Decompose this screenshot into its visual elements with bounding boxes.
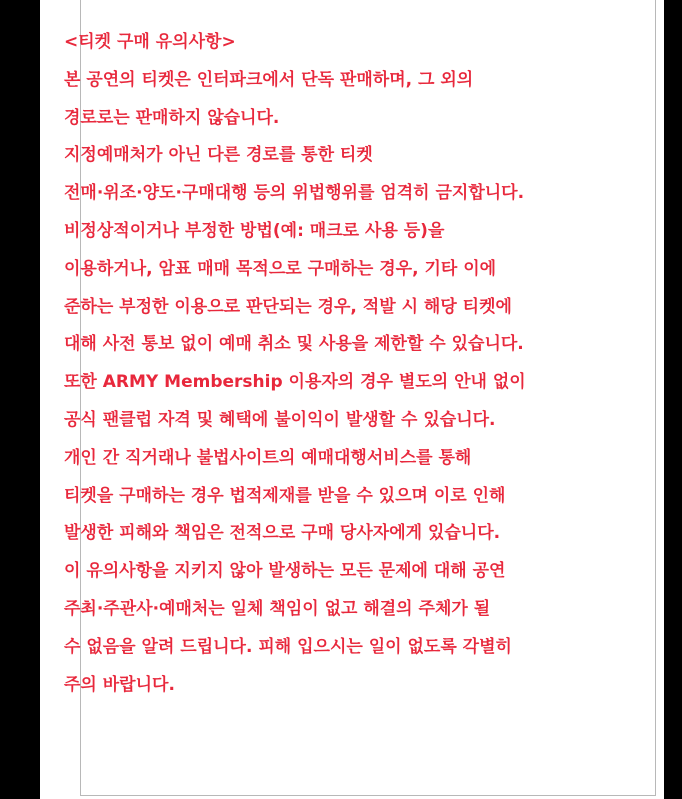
notice-line: 수 없음을 알려 드립니다. 피해 입으시는 일이 없도록 각별히 — [64, 636, 512, 657]
notice-line: 대해 사전 통보 없이 예매 취소 및 사용을 제한할 수 있습니다. — [64, 334, 524, 355]
notice-line: 본 공연의 티켓은 인터파크에서 단독 판매하며, 그 외의 — [64, 69, 474, 90]
notice-line: 준하는 부정한 이용으로 판단되는 경우, 적발 시 해당 티켓에 — [64, 296, 512, 317]
notice-line: 공식 팬클럽 자격 및 혜택에 불이익이 발생할 수 있습니다. — [64, 409, 496, 430]
notice-line: 이용하거나, 암표 매매 목적으로 구매하는 경우, 기타 이에 — [64, 258, 497, 279]
notice-line: 이 유의사항을 지키지 않아 발생하는 모든 문제에 대해 공연 — [64, 561, 506, 582]
notice-line: 개인 간 직거래나 불법사이트의 예매대행서비스를 통해 — [64, 447, 472, 468]
ticket-notice — [64, 24, 624, 704]
notice-line: 발생한 피해와 책임은 전적으로 구매 당사자에게 있습니다. — [64, 523, 501, 544]
notice-line: 경로로는 판매하지 않습니다. — [64, 107, 280, 128]
notice-line: 또한 ARMY Membership 이용자의 경우 별도의 안내 없이 — [64, 372, 526, 393]
notice-line: 주의 바랍니다. — [64, 674, 175, 695]
notice-line: 주최·주관사·예매처는 일체 책임이 없고 해결의 주체가 될 — [64, 598, 491, 619]
notice-line: 티켓을 구매하는 경우 법적제재를 받을 수 있으며 이로 인해 — [64, 485, 506, 506]
notice-line: 비정상적이거나 부정한 방법(예: 매크로 사용 등)을 — [64, 220, 445, 241]
notice-line: 전매·위조·양도·구매대행 등의 위법행위를 엄격히 금지합니다. — [64, 183, 525, 204]
notice-line: 지정예매처가 아닌 다른 경로를 통한 티켓 — [64, 145, 373, 166]
notice-title: <티켓 구매 유의사항> — [64, 32, 236, 52]
